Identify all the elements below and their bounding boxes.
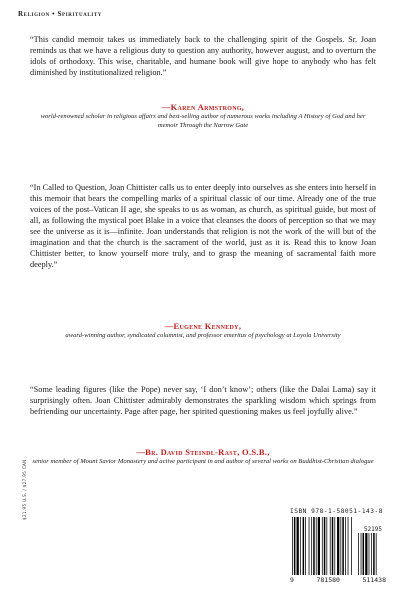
barcode-addon-bar xyxy=(363,533,365,575)
barcode-digit-first: 9 xyxy=(290,576,294,584)
barcode-bar xyxy=(342,517,344,575)
barcode-bar xyxy=(351,517,352,575)
barcode-digit-group-2: 511438 xyxy=(362,576,386,584)
barcode-bar xyxy=(311,517,312,575)
quote-kennedy: “In Called to Question, Joan Chittister calls us to enter deeply into ourselves as she enters into herself in this memoir that bears the compelling marks of a spiritual classic of our time. Already one of the true voices of the post–Vatican II age, she speaks to us as woman, as church, as spiritual guide, but most of all, as following the mystical poet Blake in a voice that cleanses the doors of perception so that we may see the universe as it is—infinite. Joan understands that religion is not the work of the will but of the imagination and that the church is the sacrament of the world, just as it is. Read this to know Joan Chittister better, to know yourself more truly, and to grasp the meaning of sacramental faith more deeply.” xyxy=(30,183,376,269)
barcode-bar xyxy=(303,517,305,575)
barcode-bar xyxy=(294,517,296,575)
author-description: world-renowned scholar in religious affairs and best-selling author of numerous works including A History of God and her memoir Through the Narrow Gate xyxy=(40,113,366,129)
author-name: —Karen Armstrong, xyxy=(161,102,245,112)
barcode-block xyxy=(290,508,386,584)
barcode-bar xyxy=(345,517,346,575)
barcode-addon-bar xyxy=(371,533,372,575)
barcode-addon-bar xyxy=(373,533,375,575)
barcode-bar xyxy=(348,517,349,575)
barcode-bar xyxy=(300,517,301,575)
barcode-bar xyxy=(326,517,327,575)
barcode-bar xyxy=(337,517,339,575)
author-name: —Eugene Kennedy, xyxy=(164,321,242,331)
barcode-digits xyxy=(290,576,386,584)
barcode-addon-bar xyxy=(365,533,367,575)
author-name: —Br. David Steindl-Rast, O.S.B., xyxy=(136,447,270,457)
attribution-armstrong xyxy=(30,102,376,130)
barcode-addon-bar xyxy=(361,533,362,575)
barcode-bar xyxy=(305,517,306,575)
barcode-bar xyxy=(313,517,315,575)
barcode-bar xyxy=(334,517,335,575)
barcode-bar xyxy=(292,517,293,575)
barcode-addon-bar xyxy=(376,533,377,575)
barcode-digit-group-1: 781580 xyxy=(316,576,340,584)
author-description: award-winning author, syndicated columnist, and professor emeritus of psychology at Loyola University xyxy=(65,332,341,339)
quote-armstrong: “This candid memoir takes us immediately back to the challenging spirit of the Gospels. Sr. Joan reminds us that we have a religious duty to question any authority, however august, and to overturn the idols of orthodoxy. This wise, charitable, and humane book will give hope to anybody who has felt diminished by institutionalized religion.” xyxy=(30,35,376,77)
author-description: senior member of Mount Savior Monastery and active participant in and author of several works on Buddhist-Christian dialogue xyxy=(32,458,374,465)
isbn-label: ISBN 978-1-58051-143-8 xyxy=(290,508,383,515)
category-label: Religion • Spirituality xyxy=(18,10,102,18)
price-side-text: $21.95 U.S. / $27.95 CAN xyxy=(22,459,27,520)
attribution-kennedy xyxy=(30,321,376,341)
attribution-steindl-rast xyxy=(30,447,376,467)
price-addon-digits: 52195 xyxy=(363,526,382,533)
barcode-bar xyxy=(309,517,310,575)
barcode-bar xyxy=(340,517,341,575)
barcode-addon-bar xyxy=(369,533,370,575)
barcode-bar xyxy=(297,517,299,575)
barcode-bar xyxy=(330,517,331,575)
barcode-bar xyxy=(318,517,320,575)
barcode-bar xyxy=(324,517,326,575)
barcode-bar xyxy=(316,517,317,575)
barcode-addon-bar xyxy=(358,533,359,575)
barcode-bar xyxy=(322,517,323,575)
barcode-bar xyxy=(332,517,334,575)
quote-steindl-rast: “Some leading figures (like the Pope) never say, ‘I don’t know’; others (like the Dalai Lama) say it surprisingly often. Joan Chittister admirably demonstrates the sparkling wisdom which springs from befriending our uncertainty. Page after page, her spirited questioning makes us feel joyfully alive.” xyxy=(30,385,376,416)
